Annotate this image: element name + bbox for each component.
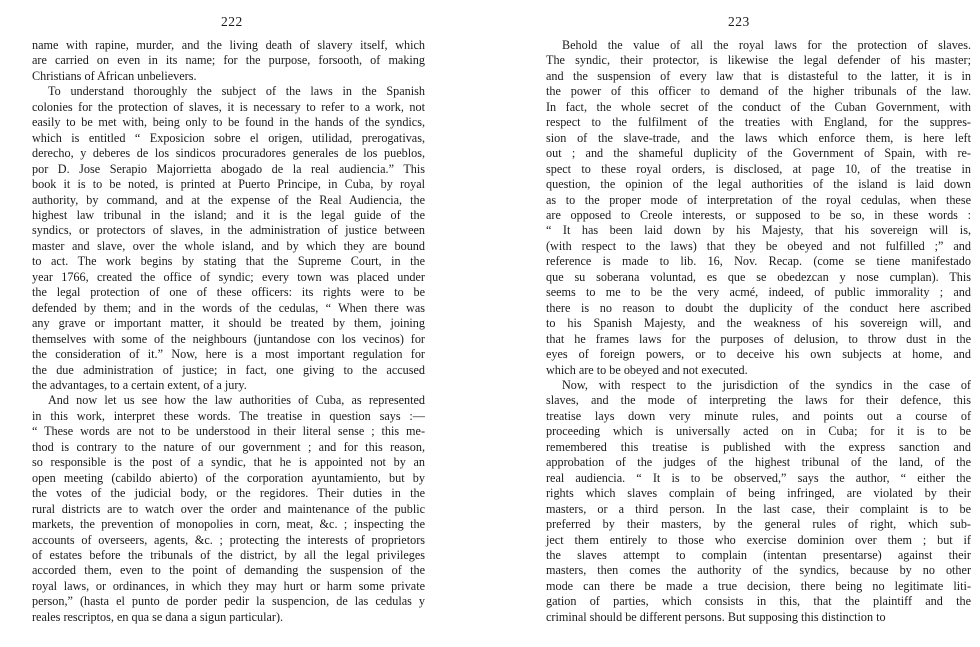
- text-line: of estates before the tribunals of the district, by all the legal privileges: [32, 547, 425, 562]
- text-line: colonies for the protection of slaves, it is necessary to refer to a work, not: [32, 99, 425, 114]
- right-page: [520, 0, 980, 647]
- text-line: markets, the prevention of monopolies in corn, meat, &c. ; inspecting the: [32, 517, 425, 532]
- text-line: (with respect to the laws) that they be obeyed and not fulfilled ;” and: [546, 238, 971, 253]
- text-line: the advantages, to a certain extent, of a jury.: [32, 377, 247, 392]
- text-line: derecho, y deberes de los sindicos procuradores generales de los pueblos,: [32, 146, 425, 161]
- text-line: authority, by command, and at the expense of the Real Audiencia, the: [32, 192, 425, 207]
- text-line: syndics, or protectors of slaves, in the administration of justice between: [32, 223, 425, 238]
- text-line: themselves with some of the neighbours (juntandose con los vecinos) for: [32, 331, 425, 346]
- text-line: defended by them; and in the words of the cedulas, “ When there was: [32, 300, 425, 315]
- text-line: to act. The work begins by stating that the Supreme Court, in the: [32, 254, 425, 269]
- text-line: por D. Jose Serapio Majorrietta abogado de la real audiencia.” This: [32, 161, 425, 176]
- text-line: spect to these royal orders, is disclosed, at page 10, of the treatise in: [546, 161, 971, 176]
- text-line: which are to be obeyed and not executed.: [546, 362, 748, 377]
- text-line: sion of the slave-trade, and the laws which enforce them, is here left: [546, 130, 971, 145]
- text-line: slaves, and the mode of interpreting the laws for their defence, this: [546, 393, 971, 408]
- text-line: in this work, interpret these words. The treatise in question says :—: [32, 408, 425, 423]
- text-line: highest law tribunal in the island; and it is the legal guide of the: [32, 207, 425, 222]
- text-line: are carried on even in its name; for the purpose, forsooth, of making: [32, 53, 425, 68]
- text-line: out ; and the shameful duplicity of the Government of Spain, with re-: [546, 146, 971, 161]
- text-line: masters, then comes the authority of the syndics, because by no other: [546, 563, 971, 578]
- text-line: the due administration of justice; in fact, one giving to the accused: [32, 362, 425, 377]
- text-line: proceeding which is universally acted on in Cuba; for it is to be: [546, 424, 971, 439]
- text-line: approbation of the judges of the highest tribunal of the land, of the: [546, 455, 971, 470]
- text-line: “ These words are not to be understood in their literal sense ; this me-: [32, 424, 425, 439]
- text-line: preferred by their masters, by the general rules of right, which sub-: [546, 517, 971, 532]
- text-line: as to the proper mode of interpretation of the royal cedulas, when these: [546, 192, 971, 207]
- text-line: so responsible is the post of a syndic, that he is appointed not by an: [32, 455, 425, 470]
- text-line: “ It has been laid down by his Majesty, that his sovereign will is,: [546, 223, 971, 238]
- left-page: [0, 0, 470, 647]
- text-line: open meeting (cabildo abierto) of the corporation ayuntamiento, but by: [32, 470, 425, 485]
- text-line: thod is contrary to the nature of our government ; and for this reason,: [32, 439, 425, 454]
- text-line: reference is made to lib. 16, Nov. Recap. (come se tiene manifestado: [546, 254, 971, 269]
- page-number: 222: [221, 14, 243, 29]
- text-line: eyes of foreign powers, or to deceive his own subjects at home, and: [546, 347, 971, 362]
- text-line: rural districts are to watch over the order and maintenance of the public: [32, 501, 425, 516]
- text-line: Christians of African unbelievers.: [32, 68, 197, 83]
- text-line: the slaves attempt to complain (intentan presentarse) against their: [546, 547, 971, 562]
- text-line: remembered this treatise is published with the express sanction and: [546, 439, 971, 454]
- text-line: seems to me to be the very acmé, indeed, of public immorality ; and: [546, 285, 971, 300]
- text-line: any grave or important matter, it should be treated by them, joining: [32, 316, 425, 331]
- text-line: criminal should be different persons. But supposing this distinction to: [546, 609, 886, 624]
- text-line: treatise lays down very minute rules, and points out a course of: [546, 408, 971, 423]
- text-line: there is no reason to doubt the duplicity of the conduct here ascribed: [546, 300, 971, 315]
- body-text: [32, 38, 425, 625]
- text-line: that he frames laws for the purposes of delusion, to throw dust in the: [546, 331, 971, 346]
- text-line: In fact, the whole secret of the conduct of the Cuban Government, with: [546, 99, 971, 114]
- text-line: year 1766, created the office of syndic; every town was placed under: [32, 269, 425, 284]
- text-line: easily to be met with, being only to be found in the hands of the syndics,: [32, 115, 425, 130]
- text-line: Now, with respect to the jurisdiction of the syndics in the case of: [562, 377, 971, 392]
- text-line: master and slave, over the whole island, and by which they are bound: [32, 238, 425, 253]
- text-line: ject them entirely to those who exercise dominion over them ; but if: [546, 532, 971, 547]
- text-line: reales rescriptos, en qua se dana a sigun particular).: [32, 609, 284, 624]
- text-line: real audiencia. “ It is to be observed,” says the author, “ either the: [546, 470, 971, 485]
- text-line: book it is to be noted, is printed at Puerto Principe, in Cuba, by royal: [32, 177, 425, 192]
- text-line: person,” (hasta el punto de porder pedir la suspencion, de las cedulas y: [32, 594, 425, 609]
- text-line: mode can there be made a true decision, there being no legitimate liti-: [546, 578, 971, 593]
- text-line: rights which slaves complain of being infringed, are violated by their: [546, 486, 971, 501]
- text-line: And now let us see how the law authorities of Cuba, as represented: [48, 393, 425, 408]
- page-number: 223: [728, 14, 750, 29]
- text-line: respect to the fulfilment of the treaties with England, for the suppres-: [546, 115, 971, 130]
- body-text: [546, 38, 971, 625]
- text-line: to his Spanish Majesty, and the weakness of his sovereign will, and: [546, 316, 971, 331]
- text-line: name with rapine, murder, and the living death of slavery itself, which: [32, 38, 425, 52]
- text-line: the votes of the judicial body, or the regidores. Their duties in the: [32, 486, 425, 501]
- text-line: To understand thoroughly the subject of the laws in the Spanish: [48, 84, 425, 99]
- text-line: the consideration of it.” Now, here is a most important regulation for: [32, 347, 425, 362]
- text-line: question, the opinion of the legal authorities of the island is laid down: [546, 177, 971, 192]
- text-line: the legal protection of one of these officers: its rights were to be: [32, 285, 425, 300]
- text-line: gation of parties, which consists in this, that the plaintiff and the: [546, 594, 971, 609]
- text-line: accounts of overseers, agents, &c. ; protecting the interests of proprietors: [32, 532, 425, 547]
- text-line: The syndic, their protector, is likewise the legal defender of his master;: [546, 53, 971, 68]
- text-line: Behold the value of all the royal laws for the protection of slaves.: [562, 38, 971, 52]
- text-line: and the suspension of every law that is distasteful to the latter, it is in: [546, 68, 971, 83]
- text-line: masters, or a third person. In the last case, their complaint is to be: [546, 501, 971, 516]
- text-line: the power of this officer to demand of the higher tribunals of the law.: [546, 84, 971, 99]
- text-line: which is entitled “ Exposicion sobre el origen, utilidad, prerogativas,: [32, 130, 425, 145]
- text-line: accorded them, even to the point of demanding the suspension of the: [32, 563, 425, 578]
- text-line: are opposed to Creole interests, or supposed to be so, in these words :: [546, 207, 971, 222]
- text-line: que su soberana voluntad, es que se obedezcan y nose cumplan). This: [546, 269, 971, 284]
- text-line: royal laws, or ordinances, in which they may hurt or harm some private: [32, 578, 425, 593]
